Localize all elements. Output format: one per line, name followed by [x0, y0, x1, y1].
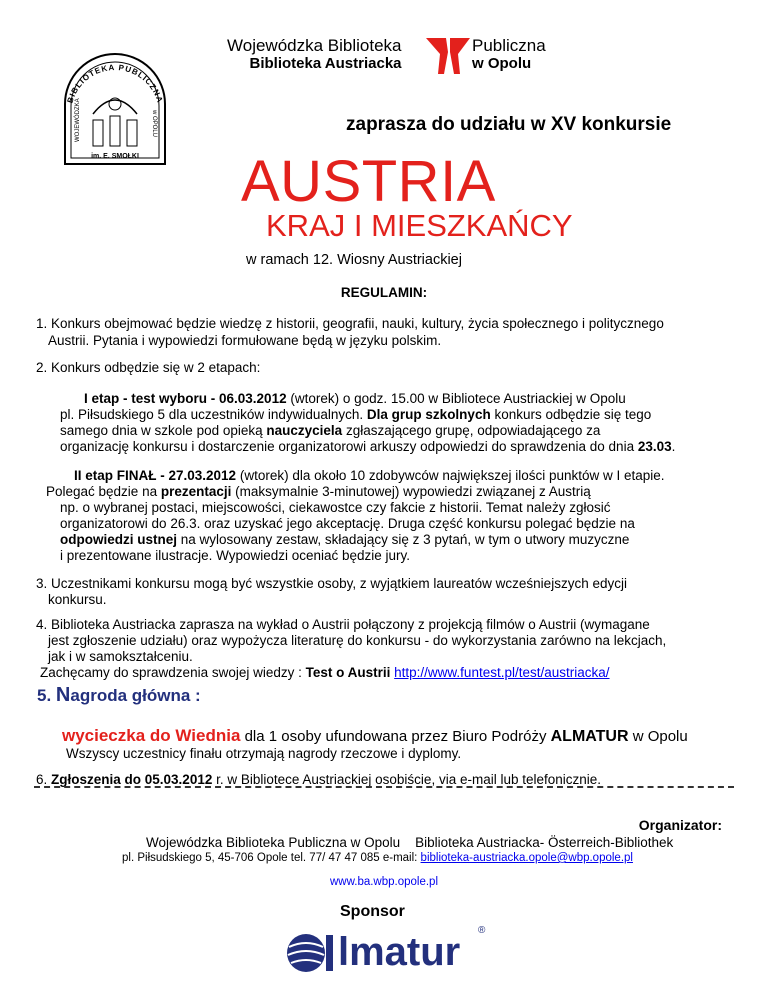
rule4-line3: jak i w samokształceniu.	[48, 649, 193, 664]
stage2-line2-c: (maksymalnie 3-minutowej) wypowiedzi związanej z Austrią	[231, 484, 591, 499]
divider	[34, 786, 734, 790]
stage2-line2-a: Polegać będzie na	[46, 484, 161, 499]
stage1-line1-rest: (wtorek) o godz. 15.00 w Bibliotece Austriackiej w Opolu	[286, 391, 626, 406]
stage2-line1-rest: (wtorek) dla około 10 zdobywców największej ilości punktów w I etapie.	[236, 468, 665, 483]
library-seal-logo	[57, 52, 173, 168]
prize-note: Wszyscy uczestnicy finału otrzymają nagrody rzeczowe i dyplomy.	[66, 746, 462, 761]
stage1-line2-a: pl. Piłsudskiego 5 dla uczestników indywidualnych.	[60, 407, 367, 422]
header-right-line1: Publiczna	[472, 36, 546, 55]
prize-mid: dla 1 osoby ufundowana przez Biuro Podróży	[240, 728, 551, 745]
rule4-line4	[40, 664, 610, 681]
stage1-line4	[60, 438, 675, 455]
rule1-line1: 1. Konkurs obejmować będzie wiedzę z historii, geografii, nauki, kultury, życia społecznego i politycznego	[36, 316, 664, 331]
rule4-test-label: Test o Austrii	[305, 665, 391, 680]
seal-top-text: BIBLIOTEKA PUBLICZNA	[65, 62, 165, 105]
stage2-line3: np. o wybranej postaci, miejscowości, ciekawostce czy fakcie z historii. Temat należy zgłosić	[60, 500, 611, 515]
stage2-date: II etap FINAŁ - 27.03.2012	[74, 468, 237, 483]
rule2-heading: 2. Konkurs odbędzie się w 2 etapach:	[36, 360, 261, 375]
stage2-line1	[74, 467, 665, 484]
almatur-logo-text: lmatur	[338, 930, 461, 974]
seal-bottom-text: im. E. SMOŁKI	[91, 153, 139, 160]
stage2-line6: i prezentowane ilustracje. Wypowiedzi oceniać będzie jury.	[60, 548, 411, 563]
stage2-line2	[46, 483, 591, 500]
stage1-line2-c: konkurs odbędzie się tego	[490, 407, 652, 422]
globe-icon	[287, 934, 325, 972]
almatur-logo	[282, 915, 492, 975]
invite-line: zaprasza do udziału w XV konkursie	[346, 114, 672, 135]
stage1-line1	[84, 390, 626, 407]
stage1-date: I etap - test wyboru - 06.03.2012	[84, 391, 287, 406]
rule3-line1: 3. Uczestnikami konkursu mogą być wszystkie osoby, z wyjątkiem laureatów wcześniejszych edycji	[36, 576, 627, 591]
stage2-oral: odpowiedzi ustnej	[60, 532, 177, 547]
rule4-encourage: Zachęcamy do sprawdzenia swojej wiedzy :	[40, 665, 306, 680]
header-right	[472, 37, 546, 73]
header-right-line2: w Opolu	[472, 55, 532, 72]
seal-left-text: WOJEWÓDZKA	[75, 98, 81, 142]
rule4-line1: 4. Biblioteka Austriacka zaprasza na wykład o Austrii połączony z projekcją filmów o Austrii (wymagane	[36, 617, 650, 632]
organizer-names: Wojewódzka Biblioteka Publiczna w Opolu Biblioteka Austriacka- Österreich-Bibliothek	[146, 835, 674, 850]
rule6-rest: r. w Bibliotece Austriackiej osobiście, via e-mail lub telefonicznie.	[212, 772, 602, 787]
prize-heading-rest: agroda główna :	[70, 686, 201, 705]
header-left-line1: Wojewódzka Biblioteka	[227, 36, 402, 55]
stage1-groups: Dla grup szkolnych	[366, 407, 491, 422]
rule4-line2: jest zgłoszenie udziału) oraz wypożycza literaturę do konkursu - do wykorzystania zarówno na lekcjach,	[48, 633, 667, 648]
stage1-teacher: nauczyciela	[266, 423, 343, 438]
subtitle: KRAJ I MIESZKAŃCY	[266, 208, 573, 243]
organizer-address	[122, 852, 633, 864]
prize-number: 5.	[37, 686, 56, 705]
organizer-heading: Organizator:	[638, 817, 722, 833]
rule6-number: 6.	[36, 772, 52, 787]
stage2-line5	[60, 531, 629, 548]
stage1-line4-a: organizację konkursu i dostarczenie organizatorowi arkuszy odpowiedzi do sprawdzenia do dnia	[60, 439, 638, 454]
website-link[interactable]: www.ba.wbp.opole.pl	[329, 876, 439, 888]
prize-trip: wycieczka do Wiednia	[62, 726, 241, 745]
registered-mark: ®	[478, 925, 486, 936]
rule3-line2: konkursu.	[48, 592, 107, 607]
prize-almatur: ALMATUR	[550, 728, 629, 745]
sponsor-label: Sponsor	[340, 903, 405, 920]
stage1-line3-a: samego dnia w szkole pod opieką	[60, 423, 267, 438]
stage2-line4: organizatorowi do 26.3. oraz uzyskać jego akceptację. Druga część konkursu polegać będzie na	[60, 516, 635, 531]
rule1-line2: Austrii. Pytania i wypowiedzi formułowane będą w języku polskim.	[48, 333, 442, 348]
prize-heading-initial: N	[55, 684, 71, 706]
rule6-deadline: Zgłoszenia do 05.03.2012	[51, 772, 213, 787]
stage2-line5-b: na wylosowany zestaw, składający się z 3 pytań, w tym o utwory muzyczne	[177, 532, 630, 547]
funtest-link[interactable]: http://www.funtest.pl/test/austriacka/	[394, 665, 610, 680]
seal-right-text: w OPOLU	[151, 110, 157, 138]
main-title: AUSTRIA	[241, 149, 496, 214]
header-left-line2: Biblioteka Austriacka	[249, 55, 402, 72]
email-link[interactable]: biblioteka-austriacka.opole@wbp.opole.pl	[420, 852, 633, 864]
stage1-line2	[60, 406, 651, 423]
organizer-address-text: pl. Piłsudskiego 5, 45-706 Opole tel. 77/ 47 47 085 e-mail:	[122, 852, 421, 864]
library-logo-icon	[424, 34, 472, 78]
stage1-line4-c: .	[671, 439, 676, 454]
header-left	[227, 37, 402, 73]
stage2-presentation: prezentacji	[160, 484, 232, 499]
prize-line	[62, 726, 688, 746]
prize-heading	[37, 684, 201, 707]
stage1-line3-c: zgłaszającego grupę, odpowiadającego za	[342, 423, 601, 438]
regulamin-heading: REGULAMIN:	[340, 285, 428, 300]
stage1-deadline: 23.03	[637, 439, 672, 454]
stage1-line3	[60, 422, 600, 439]
prize-end: w Opolu	[628, 728, 688, 745]
context-line: w ramach 12. Wiosny Austriackiej	[246, 252, 462, 268]
